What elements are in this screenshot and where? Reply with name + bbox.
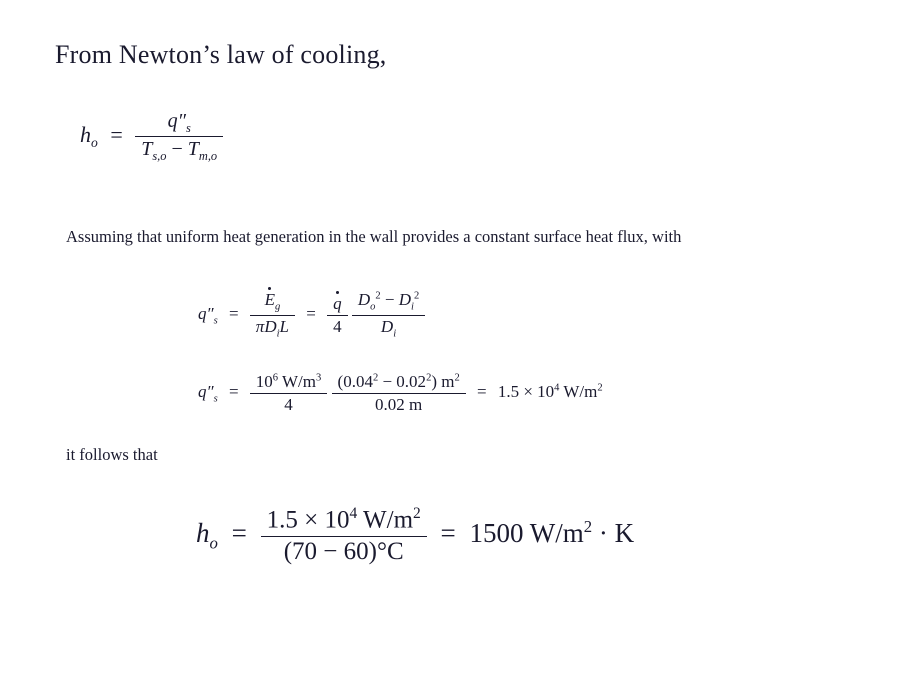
equation3-frac2-num [332, 372, 466, 394]
equation2-frac3-den [352, 316, 425, 341]
equation1-denominator-right: T [187, 138, 199, 161]
equation2-frac1-den-sub: i [276, 327, 280, 339]
equation1-numerator-symbol: q″ [167, 110, 186, 132]
equation1-denominator [135, 137, 223, 163]
equation3-frac2-num-c: ) m [431, 372, 455, 391]
equation1-lhs-symbol: h [80, 121, 91, 147]
equation4-numerator-value: 1.5 × 10 [266, 506, 350, 534]
equation2-do-symbol: D [357, 290, 371, 309]
equation3-frac1-num [250, 372, 327, 394]
equation4-denominator: (70 − 60)°C [283, 538, 404, 566]
equation2-egen-sub: g [274, 301, 281, 313]
paragraph-it-follows: it follows that [66, 445, 158, 464]
equation1-denominator-right-sub: m,o [198, 149, 218, 164]
equation4-equals-1: = [231, 518, 247, 549]
equation3-frac2-num-close-exp: 2 [454, 372, 460, 384]
equation4-lhs-sub: o [209, 533, 218, 553]
equation2-frac1-den-pi: πD [255, 316, 277, 336]
equation-heat-flux-definition [198, 290, 425, 340]
equation2-frac1-den [250, 316, 295, 341]
equation2-lhs: q″ [198, 303, 214, 323]
equation3-fraction-1 [250, 372, 327, 414]
equation3-frac2-num-b: − 0.02 [382, 372, 427, 391]
equation2-frac3-minus: − [384, 290, 395, 309]
paragraph-assumption: Assuming that uniform heat generation in the wall provides a constant surface heat flux, with [66, 227, 682, 246]
equation2-fraction-3 [352, 290, 425, 340]
equation3-frac2-num-a: (0.04 [337, 372, 373, 391]
equation4-numerator [261, 505, 427, 537]
equation4-lhs-symbol: h [196, 518, 210, 549]
headline-text: From Newton’s law of cooling, [55, 40, 387, 69]
equation3-result-units-exp: 2 [597, 382, 603, 394]
equation1-denominator-left-sub: s,o [152, 149, 167, 164]
equation4-equals-2: = [440, 518, 456, 549]
equation2-frac2-den: 4 [333, 316, 342, 336]
equation2-egen-symbol: E [264, 290, 275, 309]
equation3-result-exp: 4 [554, 382, 560, 394]
equation4-result: 1500 W/m [469, 518, 584, 549]
equation3-qdot-base: 10 [255, 372, 273, 391]
equation1-equals: = [110, 121, 123, 147]
equation2-do-sub: o [370, 301, 376, 313]
equation3-qdot-units: W/m [282, 372, 317, 391]
equation3-equals-2: = [476, 381, 487, 401]
equation2-frac3-num [352, 290, 425, 316]
equation3-frac1-den: 4 [284, 394, 293, 414]
equation3-frac2-num-exp2: 2 [426, 372, 432, 384]
equation2-frac3-den-symbol: D [380, 316, 394, 336]
equation4-numerator-units: W/m [363, 506, 414, 534]
equation1-denominator-minus: − [171, 138, 183, 161]
equation3-qdot-exp: 6 [272, 372, 279, 384]
equation3-equals-1: = [228, 381, 239, 401]
equation3-result: 1.5 × 10 [497, 381, 555, 401]
equation3-frac2-num-exp1: 2 [372, 372, 379, 384]
equation2-di-symbol: D [398, 290, 412, 309]
equation2-frac1-den-l: L [279, 316, 289, 336]
equation2-frac3-den-sub: i [393, 327, 397, 339]
equation2-equals-1: = [228, 303, 239, 323]
equation3-qdot-units-exp: 3 [316, 372, 322, 384]
equation2-frac1-num [250, 290, 295, 316]
equation4-numerator-units-exp: 2 [413, 505, 421, 522]
equation1-lhs-sub: o [91, 135, 98, 151]
equation3-result-units: W/m [563, 381, 598, 401]
equation4-result-dot: · [598, 518, 608, 549]
equation4-numerator-exp: 4 [349, 505, 358, 522]
equation2-qdot-symbol: q [333, 293, 342, 313]
equation3-lhs: q″ [198, 381, 214, 401]
equation1-denominator-left: T [141, 138, 153, 161]
equation2-di-sub: i [411, 301, 414, 313]
equation-heat-flux-value [198, 372, 603, 414]
equation-newton-cooling [80, 110, 223, 164]
equation-final-result [196, 505, 634, 567]
equation2-frac2-num [327, 294, 348, 316]
equation3-lhs-sub: s [213, 393, 218, 405]
equation2-equals-2: = [306, 303, 316, 323]
equation2-di-exp: 2 [413, 290, 420, 302]
equation2-do-exp: 2 [375, 290, 381, 302]
equation2-fraction-1 [250, 290, 295, 340]
equation1-numerator [135, 110, 223, 137]
equation3-fraction-2 [332, 372, 466, 414]
equation3-frac2-den: 0.02 m [375, 394, 423, 414]
equation4-result-unit-k: K [614, 518, 635, 549]
equation4-result-exp: 2 [583, 517, 593, 537]
equation1-fraction [135, 110, 223, 164]
equation2-fraction-2 [327, 294, 348, 336]
equation4-fraction [261, 505, 427, 567]
equation1-numerator-sub: s [185, 121, 191, 135]
equation2-lhs-sub: s [213, 315, 218, 327]
